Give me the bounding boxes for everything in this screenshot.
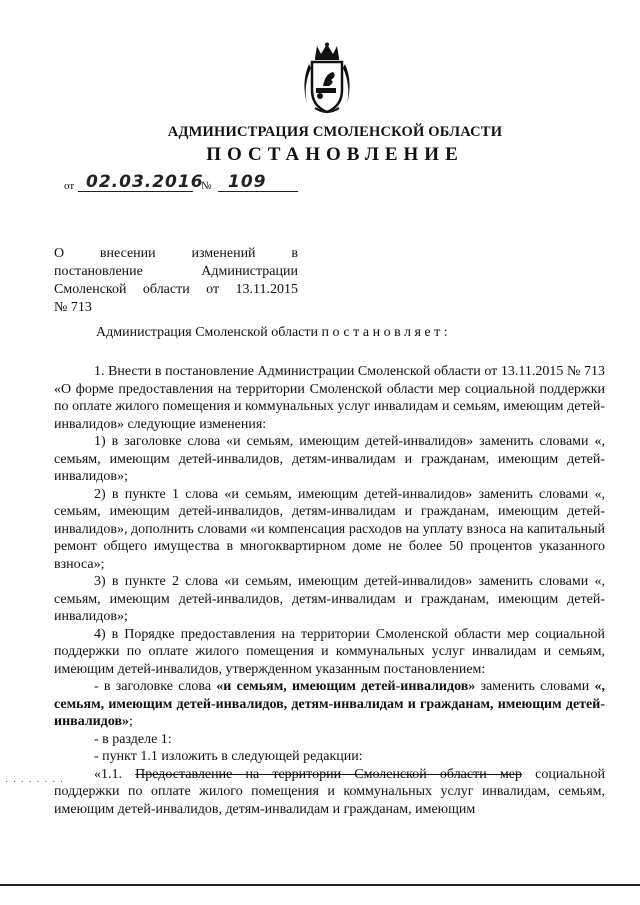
- paragraph-3: 2) в пункте 1 слова «и семьям, имеющим детей-инвалидов» заменить словами «, семьям, имеющим детей-инвалидов, детям-инвалидам и гражданам, имеющим детей-инвалидов», дополнить словами «и компенсация расходов на уплату взноса на капитальный ремонт общего имущества в многоквартирном доме не более 50 процентов указанного взноса»;: [54, 486, 605, 572]
- handwritten-date: 02.03.2016: [86, 172, 204, 192]
- decree-word: постановляет:: [321, 325, 452, 340]
- document-body: [54, 363, 605, 818]
- paragraph-6: - в заголовке слова «и семьям, имеющим детей-инвалидов» заменить словами «, семьям, имеющим детей-инвалидов, детям-инвалидам и гражданам, имеющим детей-инвалидов»;: [54, 679, 605, 729]
- subject-block: [54, 245, 298, 317]
- paragraph-4: 3) в пункте 2 слова «и семьям, имеющим детей-инвалидов» заменить словами «, семьям, имеющим детей-инвалидов, детям-инвалидам и гражданам, имеющим детей-инвалидов»;: [54, 574, 605, 624]
- date-prefix: от: [64, 180, 75, 192]
- preamble: Администрация Смоленской области постановляет:: [96, 325, 452, 340]
- paragraph-1: 1. Внести в постановление Администрации Смоленской области от 13.11.2015 № 713 «О форме предоставления на территории Смоленской области мер социальной поддержки по оплате жилого помещения и коммунальных услуг инвалидам и семьям, имеющим детей-инвалидов» следующие изменения:: [54, 364, 605, 432]
- subject-line-3: Смоленской области от 13.11.2015: [54, 282, 298, 297]
- date-number-line: [64, 172, 324, 194]
- subject-line-1: О внесении изменений в: [54, 246, 298, 261]
- document-type-title: ПОСТАНОВЛЕНИЕ: [206, 144, 464, 165]
- number-prefix: №: [201, 180, 212, 192]
- paragraph-9: «1.1. Предоставление на территории Смоленской области мер социальной поддержки по оплате жилого помещения и коммунальных услуг инвалидам, семьям, имеющим детей-инвалидов, детям-инвалидам и гражданам, имеющим: [54, 766, 606, 817]
- subject-line-4: № 713: [54, 300, 92, 315]
- subject-line-2: постановление Администрации: [54, 264, 298, 279]
- paragraph-7: - в разделе 1:: [94, 731, 172, 747]
- page-bottom-rule: [0, 884, 640, 886]
- handwritten-number: 109: [228, 172, 267, 192]
- paragraph-8: - пункт 1.1 изложить в следующей редакции:: [94, 749, 363, 764]
- coat-of-arms-emblem: [295, 42, 359, 116]
- margin-dots: · · · · · · · ·: [5, 777, 65, 788]
- agency-name: АДМИНИСТРАЦИЯ СМОЛЕНСКОЙ ОБЛАСТИ: [167, 124, 503, 140]
- paragraph-2: 1) в заголовке слова «и семьям, имеющим детей-инвалидов» заменить словами «, семьям, имеющим детей-инвалидов, детям-инвалидам и гражданам, имеющим детей-инвалидов»;: [54, 434, 605, 484]
- paragraph-5: 4) в Порядке предоставления на территории Смоленской области мер социальной поддержки по оплате жилого помещения и коммунальных услуг инвалидам и семьям, имеющим детей-инвалидов, утвержденном указанным постановлением:: [54, 626, 605, 677]
